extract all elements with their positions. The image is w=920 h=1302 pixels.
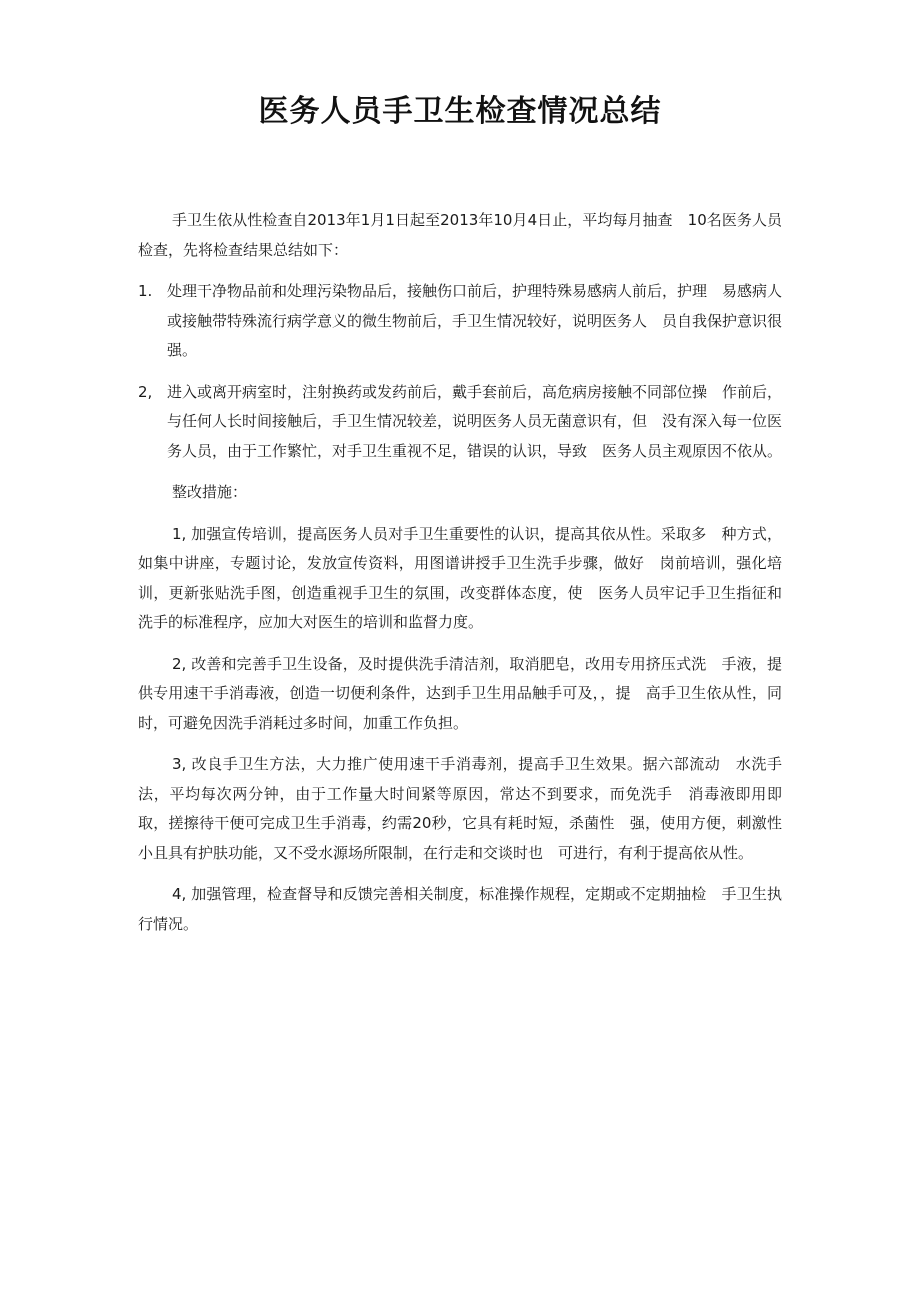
rectification-heading: 整改措施： [172, 483, 248, 501]
measure-paragraph-2: 2, 改善和完善手卫生设备，及时提供洗手清洁剂，取消肥皂，改用专用挤压式洗 手液，提供专用速干手消毒液，创造一切便利条件，达到手卫生用品触手可及，，提 高手卫生依从性，同时，可避免因洗手消耗过多时间，加重工作负担。 [138, 654, 782, 732]
document-body [138, 206, 782, 951]
finding-item-1 [138, 277, 782, 366]
intro-paragraph: 手卫生依从性检查自2013年1月1日起至2013年10月4日止，平均每月抽查 10名医务人员检查，先将检查结果总结如下： [138, 211, 782, 259]
finding-item-2 [138, 378, 782, 467]
measure-paragraph-1: 1, 加强宣传培训，提高医务人员对手卫生重要性的认识，提高其依从性。采取多 种方式，如集中讲座，专题讨论，发放宣传资料，用图谱讲授手卫生洗手步骤，做好 岗前培训，强化培训，更新张贴洗手图，创造重视手卫生的氛围，改变群体态度，使 医务人员牢记手卫生指征和洗手的标准程序，应加大对医生的培训和监督力度。 [138, 524, 782, 631]
measure-paragraph-3: 3, 改良手卫生方法，大力推广使用速干手消毒剂，提高手卫生效果。据六部流动 水洗手法，平均每次两分钟，由于工作量大时间紧等原因，常达不到要求，而免洗手 消毒液即用即取，搓擦待干便可完成卫生手消毒，约需20秒，它具有耗时短，杀菌性 强，使用方便，刺激性小且具有护肤功能，又不受水源场所限制，在行走和交谈时也 可进行，有利于提高依从性。 [138, 755, 782, 862]
page-title: 医务人员手卫生检查情况总结 [258, 94, 662, 129]
finding-number-1: 1. [138, 282, 153, 300]
finding-text-1: 处理干净物品前和处理污染物品后，接触伤口前后，护理特殊易感病人前后，护理 易感病人或接触带特殊流行病学意义的微生物前后，手卫生情况较好，说明医务人 员自我保护意识很强。 [167, 282, 783, 359]
finding-number-2: 2, [138, 382, 153, 401]
finding-text-2: 进入或离开病室时，注射换药或发药前后，戴手套前后，高危病房接触不同部位操 作前后，与任何人长时间接触后，手卫生情况较差，说明医务人员无菌意识有，但 没有深入每一位医务人员，由于工作繁忙，对手卫生重视不足，错误的认识，导致 医务人员主观原因不依从。 [167, 382, 783, 460]
measure-paragraph-4: 4, 加强管理，检查督导和反馈完善相关制度，标准操作规程，定期或不定期抽检 手卫生执行情况。 [138, 885, 782, 933]
